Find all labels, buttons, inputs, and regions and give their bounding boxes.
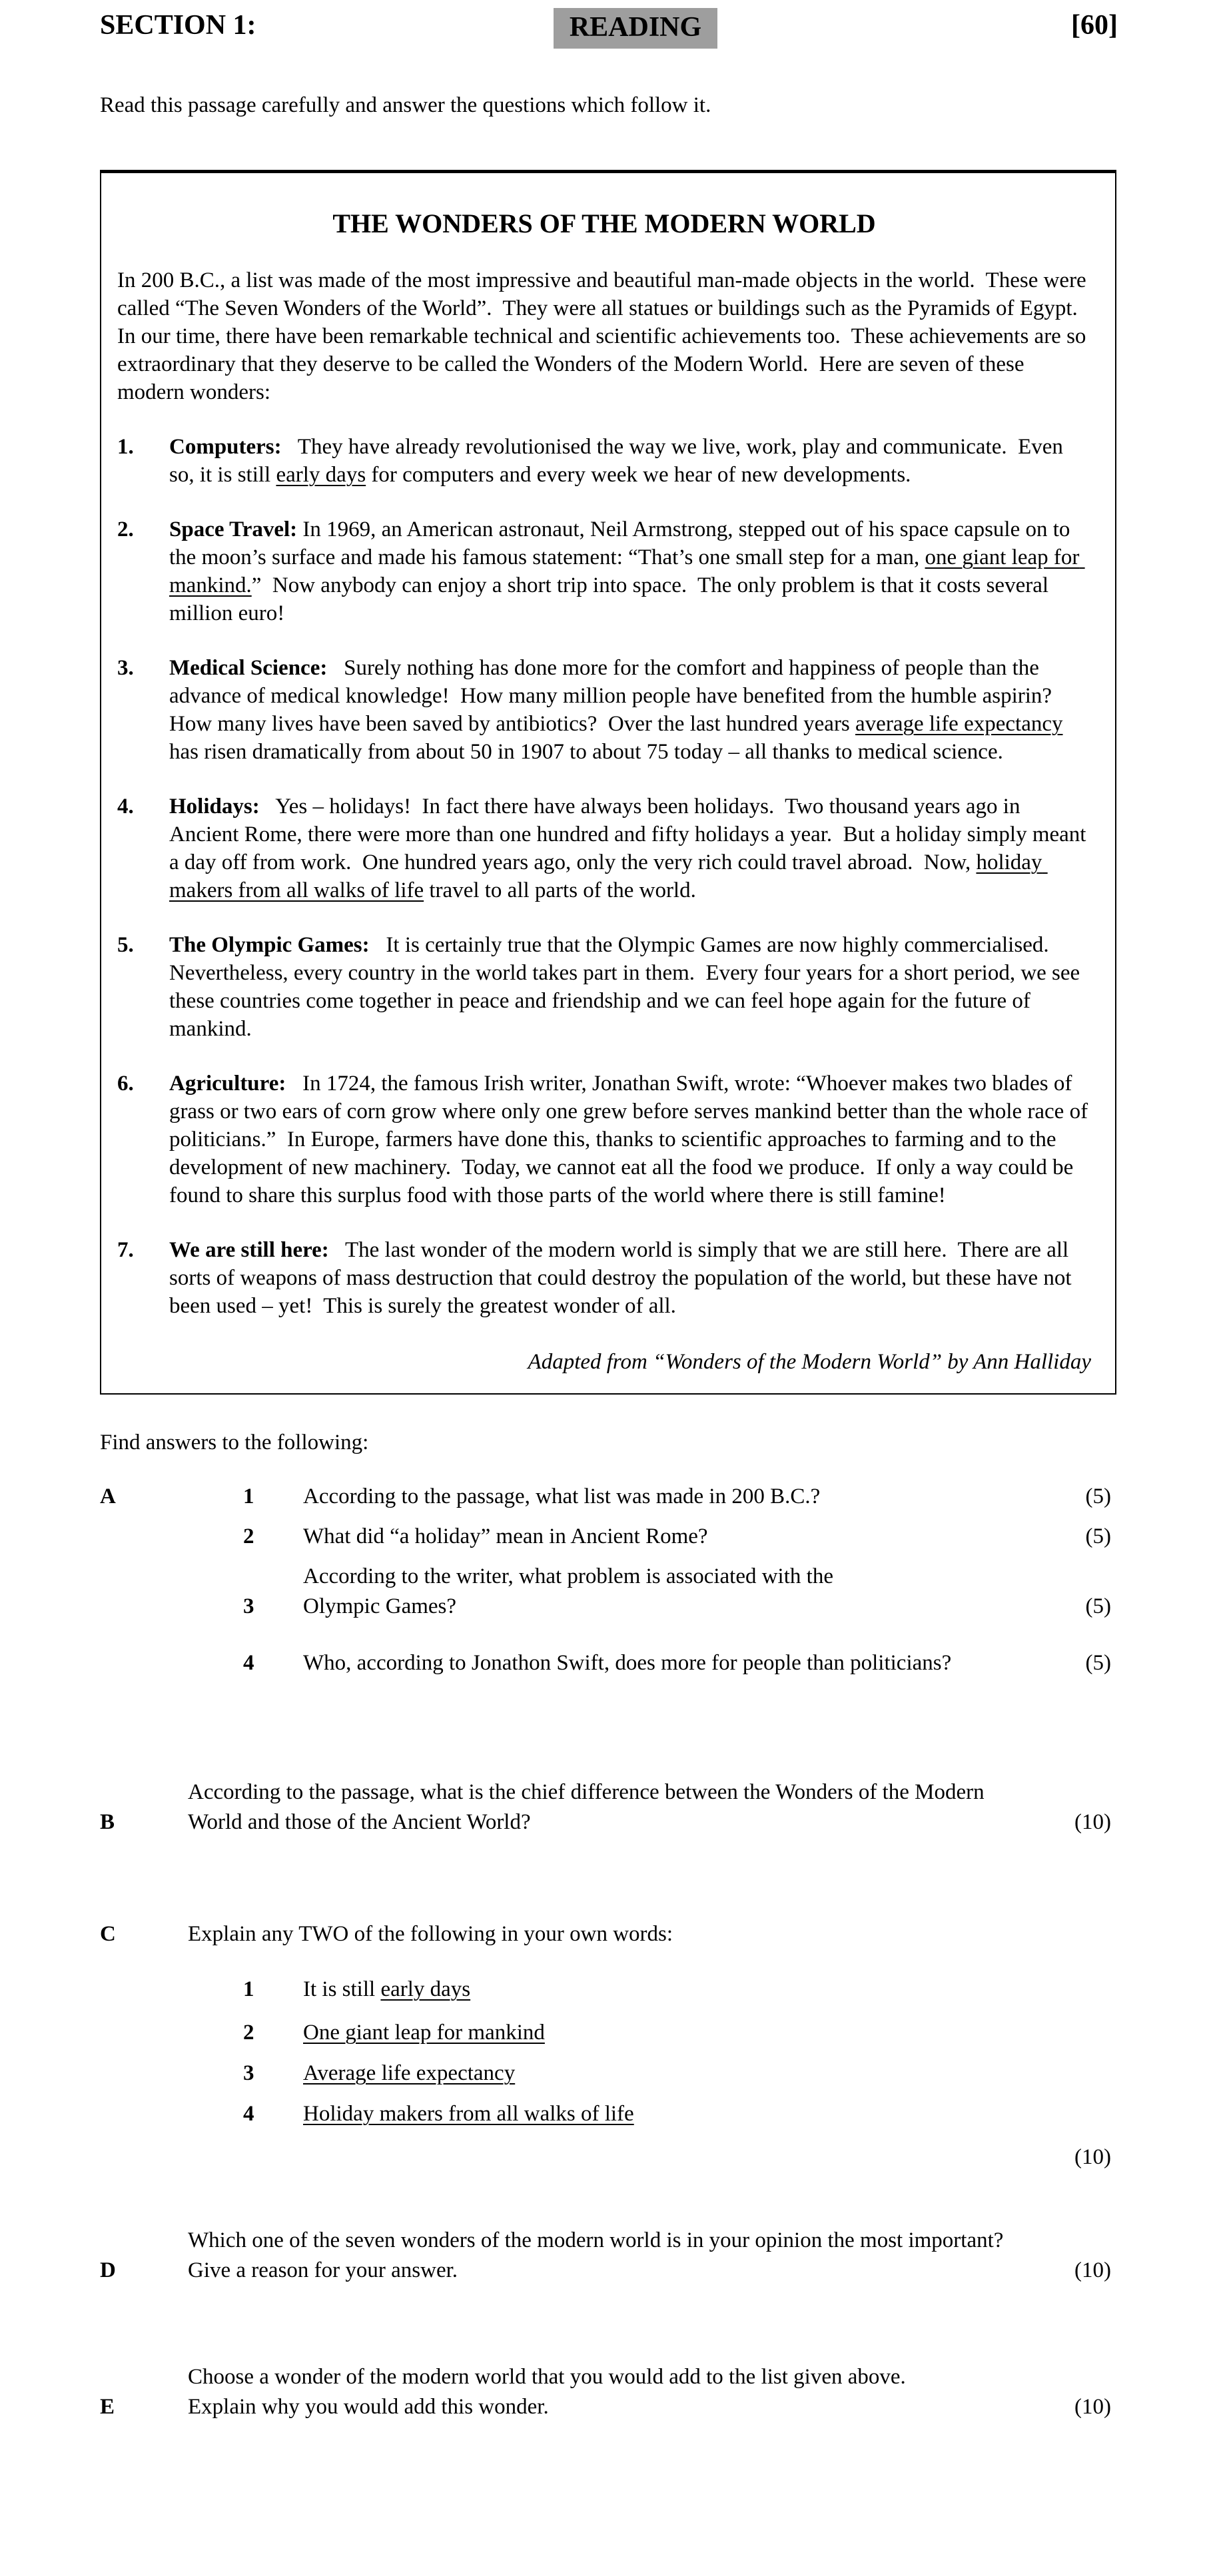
- question-d: [100, 2226, 1111, 2286]
- phrase-underlined: early days: [380, 1977, 471, 2001]
- question-a2: [100, 1522, 1111, 1552]
- question-a4: [100, 1648, 1111, 1678]
- question-text: [303, 2018, 1111, 2048]
- question-number: 4: [243, 1651, 254, 1675]
- question-line: According to the passage, what list was made in 200 B.C.?: [303, 1484, 821, 1508]
- question-line: Choose a wonder of the modern world that you would add to the list given above.: [188, 2365, 906, 2389]
- passage-item-pre: Surely nothing has done more for the comfort and happiness of people than the advance of medical knowledge! How many million people have benefited from the humble aspirin? How many lives have been saved by antibiotics? Over the last hundred years: [169, 656, 1063, 736]
- passage-item-text: [169, 1070, 1094, 1209]
- passage-item-heading: The Olympic Games:: [169, 933, 370, 957]
- passage-item-post: travel to all parts of the world.: [424, 878, 696, 902]
- passage-item-pre: They have already revolutionised the way we live, work, play and communicate. Even so, it is still: [169, 435, 1069, 487]
- question-b: [100, 1777, 1111, 1837]
- phrase-underlined: One giant leap for mankind: [303, 2021, 545, 2045]
- find-answers-instruction: Find answers to the following:: [100, 1431, 369, 1454]
- question-text: [303, 1522, 1058, 1552]
- question-marks: (10): [1074, 1810, 1111, 1834]
- passage-item-heading: We are still here:: [169, 1238, 329, 1262]
- question-number: 2: [243, 1524, 254, 1548]
- question-c3: [100, 2059, 1111, 2089]
- question-text: [303, 1648, 1058, 1678]
- passage-item-heading: Computers:: [169, 435, 282, 459]
- question-line: Who, according to Jonathon Swift, does more for people than politicians?: [303, 1651, 952, 1675]
- phrase-underlined: Holiday makers from all walks of life: [303, 2102, 634, 2126]
- passage-item-text: [169, 433, 1091, 489]
- question-text: [303, 1562, 1058, 1622]
- passage-item-heading: Space Travel:: [169, 517, 298, 541]
- question-line: Olympic Games?: [303, 1594, 457, 1618]
- question-marks: (5): [1085, 1594, 1111, 1618]
- passage-item-6: [117, 1070, 1094, 1209]
- section-letter-d: D: [100, 2258, 116, 2282]
- passage-item-number: 6.: [117, 1072, 134, 1096]
- section-letter-c: C: [100, 1922, 116, 1946]
- questions-area: [100, 1428, 1111, 2422]
- question-c1: [100, 1975, 1111, 2005]
- question-text: [188, 2226, 1058, 2286]
- section-letter-b: B: [100, 1810, 115, 1834]
- section-letter-a: A: [100, 1484, 116, 1508]
- passage-item-pre: The last wonder of the modern world is simply that we are still here. There are all sorts of weapons of mass destruction that could destroy the population of the world, but these have not been used – yet! This is surely the greatest wonder of all.: [169, 1238, 1077, 1318]
- passage-item-pre: In 1724, the famous Irish writer, Jonathan Swift, wrote: “Whoever makes two blades of grass or two ears of corn grow where only one grew before serves mankind better than the whole race of politicians.” In Europe, farmers have done this, thanks to scientific approaches to farming and to the development of new machinery. Today, we cannot eat all the food we produce. If only a way could be found to share this surplus food with those parts of the world where there is still famine!: [169, 1072, 1094, 1207]
- question-line: Give a reason for your answer.: [188, 2258, 458, 2282]
- section-title-wrap: [554, 8, 717, 49]
- passage-item-underlined: one giant leap for mankind.: [169, 545, 1085, 597]
- question-text: [303, 2059, 1111, 2089]
- question-line: What did “a holiday” mean in Ancient Rome?: [303, 1524, 708, 1548]
- passage-item-pre: Yes – holidays! In fact there have always been holidays. Two thousand years ago in Ancient Rome, there were more than one hundred and fifty holidays a year. But a holiday simply meant a day off from work. One hundred years ago, only the very rich could travel abroad. Now,: [169, 795, 1092, 874]
- passage-item-7: [117, 1236, 1091, 1320]
- passage-item-post: ” Now anybody can enjoy a short trip into space. The only problem is that it costs several million euro!: [169, 573, 1054, 625]
- question-line: Which one of the seven wonders of the modern world is in your opinion the most important?: [188, 2228, 1004, 2252]
- passage-item-pre: In 1969, an American astronaut, Neil Armstrong, stepped out of his space capsule on to the moon’s surface and made his famous statement: “That’s one small step for a man,: [169, 517, 1076, 569]
- phrase-pre: It is still: [303, 1977, 381, 2001]
- question-number: 3: [243, 2061, 254, 2085]
- question-text: [303, 1482, 1058, 1512]
- passage-item-1: [117, 433, 1091, 489]
- passage-item-text: [169, 1236, 1091, 1320]
- passage-item-heading: Medical Science:: [169, 656, 328, 680]
- question-marks: (5): [1085, 1651, 1111, 1675]
- section-letter-e: E: [100, 2395, 115, 2419]
- section-total-marks: [60]: [1071, 10, 1118, 41]
- question-a1: [100, 1482, 1111, 1512]
- question-e: [100, 2362, 1111, 2422]
- question-c-heading: [100, 1919, 1111, 1949]
- passage-item-5: [117, 931, 1091, 1043]
- question-text: [188, 1777, 1058, 1837]
- question-a3: [100, 1562, 1111, 1622]
- question-number: 4: [243, 2102, 254, 2126]
- question-number: 2: [243, 2021, 254, 2045]
- passage-item-number: 1.: [117, 435, 134, 459]
- phrase-underlined: Average life expectancy: [303, 2061, 516, 2085]
- passage-item-text: [169, 654, 1091, 766]
- passage-item-underlined: average life expectancy: [855, 712, 1063, 736]
- question-text: [188, 2362, 1058, 2422]
- question-number: 1: [243, 1977, 254, 2001]
- passage-item-number: 3.: [117, 656, 134, 680]
- passage-item-text: [169, 793, 1091, 904]
- question-number: 3: [243, 1594, 254, 1618]
- question-c2: [100, 2018, 1111, 2048]
- passage-box: [100, 170, 1116, 1395]
- passage-item-post: has risen dramatically from about 50 in 1907 to about 75 today – all thanks to medical science.: [169, 712, 1068, 764]
- question-text: Explain any TWO of the following in your own words:: [188, 1922, 673, 1946]
- question-c4: [100, 2099, 1111, 2129]
- question-marks: (10): [1074, 2258, 1111, 2282]
- question-marks: (10): [1074, 2395, 1111, 2419]
- passage-item-pre: It is certainly true that the Olympic Games are now highly commercialised. Nevertheless, every country in the world takes part in them. Every four years for a short period, we see these countries come together in peace and friendship and we can feel hope again for the future of mankind.: [169, 933, 1086, 1041]
- passage-intro: In 200 B.C., a list was made of the most impressive and beautiful man-made objects in the world. These were called “The Seven Wonders of the World”. They were all statues or buildings such as the Pyramids of Egypt. In our time, there have been remarkable technical and scientific achievements too. These achievements are so extraordinary that they deserve to be called the Wonders of the Modern World. Here are seven of these modern wonders:: [117, 268, 1092, 404]
- question-text: [303, 2099, 1111, 2129]
- question-marks: (5): [1085, 1524, 1111, 1548]
- section-title-highlight: READING: [554, 8, 717, 49]
- question-line: Explain why you would add this wonder.: [188, 2395, 549, 2419]
- question-line: According to the passage, what is the chief difference between the Wonders of the Modern: [188, 1780, 985, 1804]
- question-number: 1: [243, 1484, 254, 1508]
- passage-credit: Adapted from “Wonders of the Modern World” by Ann Halliday: [528, 1350, 1091, 1374]
- question-text: [303, 1975, 1111, 2005]
- reading-instruction: Read this passage carefully and answer the questions which follow it.: [100, 93, 711, 117]
- passage-item-number: 7.: [117, 1238, 134, 1262]
- passage-item-heading: Agriculture:: [169, 1072, 286, 1096]
- passage-item-heading: Holidays:: [169, 795, 260, 818]
- page-header: [0, 0, 1211, 49]
- passage-item-2: [117, 515, 1091, 627]
- passage-item-post: for computers and every week we hear of new developments.: [366, 463, 911, 487]
- question-marks: (5): [1085, 1484, 1111, 1508]
- passage-item-number: 5.: [117, 933, 134, 957]
- passage-item-text: [169, 931, 1091, 1043]
- passage-item-underlined: early days: [276, 463, 366, 487]
- passage-item-number: 2.: [117, 517, 134, 541]
- passage-item-3: [117, 654, 1091, 766]
- section-c-marks: (10): [1074, 2145, 1111, 2169]
- passage-item-number: 4.: [117, 795, 134, 818]
- passage-item-text: [169, 515, 1091, 627]
- section-label: SECTION 1:: [100, 10, 256, 41]
- passage-item-underlined: holiday makers from all walks of life: [169, 850, 1048, 902]
- question-line: According to the writer, what problem is associated with the: [303, 1564, 833, 1588]
- question-line: World and those of the Ancient World?: [188, 1810, 531, 1834]
- passage-item-4: [117, 793, 1091, 904]
- passage-title: THE WONDERS OF THE MODERN WORLD: [332, 208, 876, 238]
